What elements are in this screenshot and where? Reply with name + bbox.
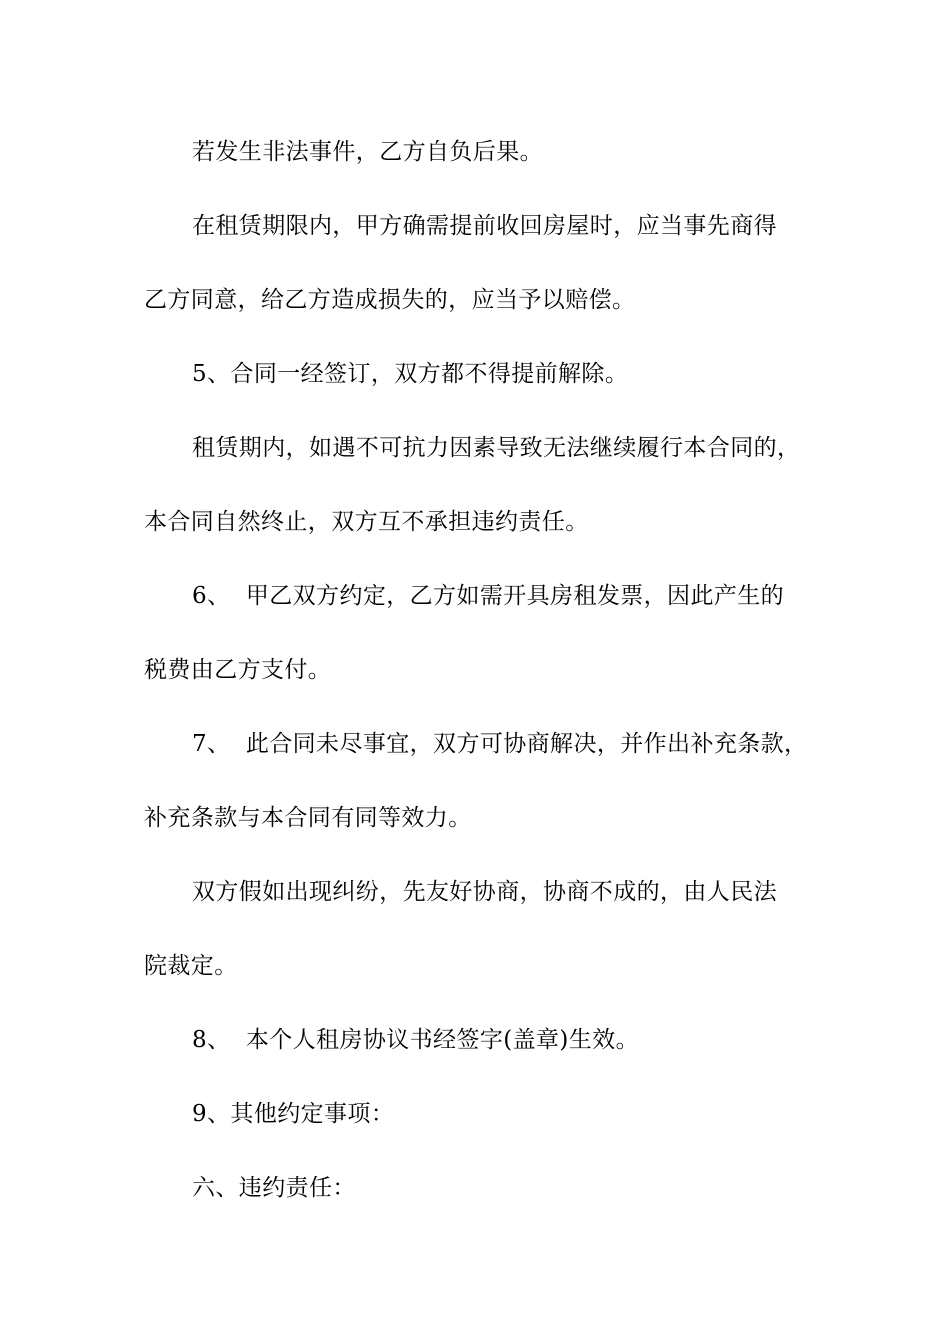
paragraph-line: 在租赁期限内，甲方确需提前收回房屋时，应当事先商得 — [192, 213, 777, 239]
paragraph-line: 院裁定。 — [144, 953, 238, 979]
paragraph-line: 补充条款与本合同有同等效力。 — [144, 805, 472, 831]
section-heading: 六、违约责任： — [192, 1175, 356, 1201]
paragraph-line: 5、合同一经签订，双方都不得提前解除。 — [192, 361, 629, 387]
paragraph-line: 8、 本个人租房协议书经签字(盖章)生效。 — [192, 1027, 640, 1053]
paragraph-line: 若发生非法事件，乙方自负后果。 — [192, 139, 543, 165]
paragraph-line: 乙方同意，给乙方造成损失的，应当予以赔偿。 — [144, 287, 636, 313]
paragraph-line: 租赁期内，如遇不可抗力因素导致无法继续履行本合同的， — [192, 435, 801, 461]
paragraph-line: 6、 甲乙双方约定，乙方如需开具房租发票，因此产生的 — [192, 583, 785, 609]
paragraph-line: 双方假如出现纠纷，先友好协商，协商不成的，由人民法 — [192, 879, 777, 905]
paragraph-line: 7、 此合同未尽事宜，双方可协商解决，并作出补充条款， — [192, 731, 808, 757]
paragraph-line: 9、其他约定事项： — [192, 1101, 395, 1127]
paragraph-line: 本合同自然终止，双方互不承担违约责任。 — [144, 509, 589, 535]
paragraph-line: 税费由乙方支付。 — [144, 657, 332, 683]
